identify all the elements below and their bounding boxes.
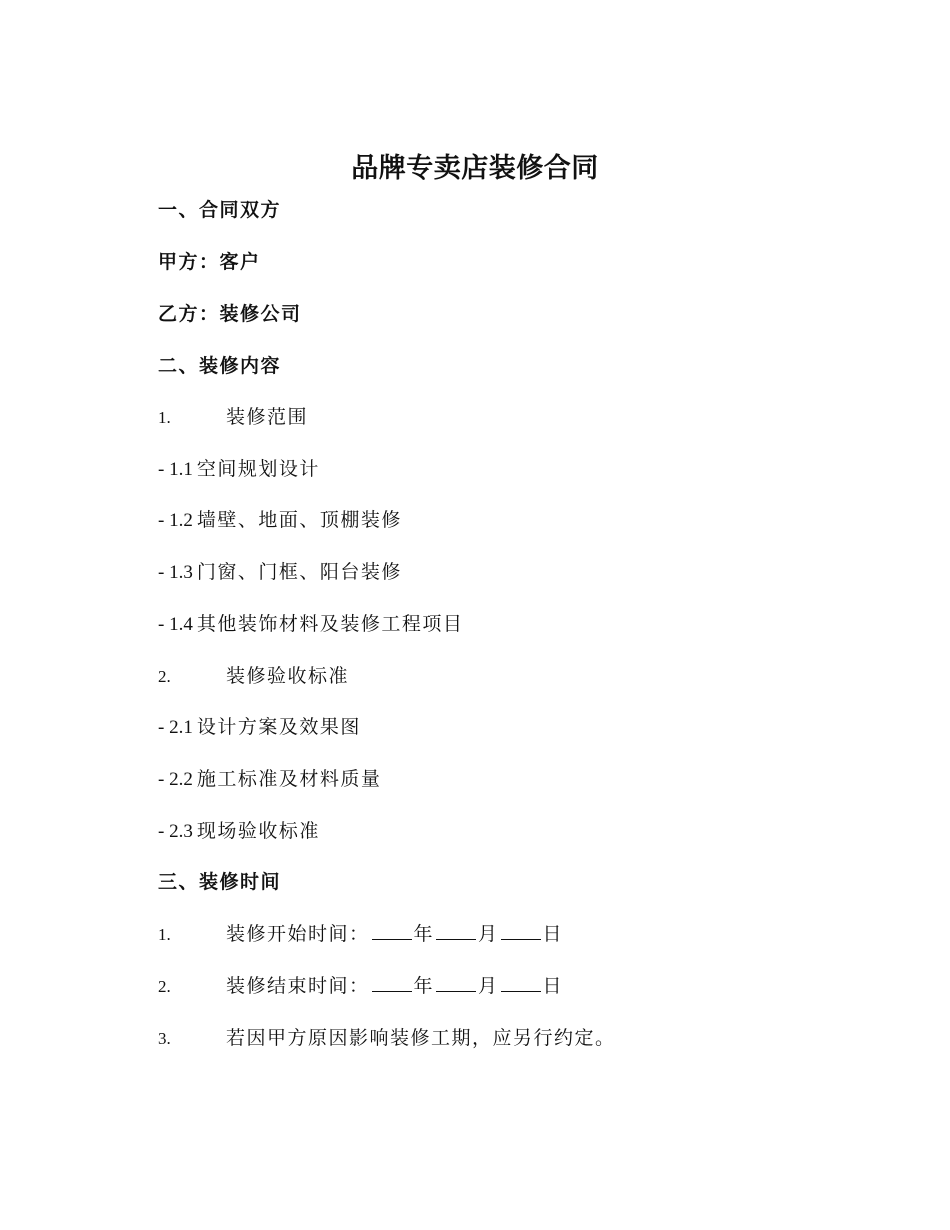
list-item-scope [158, 402, 308, 433]
month-label: 月 [478, 975, 499, 997]
list-number: 1. [158, 925, 171, 944]
sub-item-number: - 2.3 [158, 821, 193, 842]
day-label: 日 [542, 923, 564, 945]
sub-item-1-2 [158, 505, 402, 536]
sub-item-1-1 [158, 454, 320, 485]
party-b: 乙方：装修公司 [158, 303, 302, 325]
sub-item-number: - 2.2 [158, 769, 193, 790]
sub-item-number: - 1.1 [158, 459, 193, 480]
sub-item-1-3 [158, 557, 402, 588]
sub-item-text: 墙壁、地面、顶棚装修 [196, 509, 402, 531]
sub-item-text: 其他装饰材料及装修工程项目 [196, 613, 464, 635]
sub-item-text: 空间规划设计 [196, 458, 320, 480]
list-item-text: 装修结束时间： [226, 975, 370, 997]
list-item-text: 装修范围 [226, 406, 309, 428]
list-item-text: 若因甲方原因影响装修工期，应另行约定。 [226, 1027, 616, 1049]
sub-item-text: 门窗、门框、阳台装修 [196, 561, 402, 583]
sub-item-1-4 [158, 609, 463, 640]
month-label: 月 [478, 923, 499, 945]
sub-item-2-1 [158, 712, 361, 743]
day-blank [501, 921, 541, 940]
sub-item-number: - 1.4 [158, 614, 193, 635]
list-number: 2. [158, 977, 171, 996]
year-blank [372, 973, 412, 992]
list-number: 1. [158, 408, 171, 427]
sub-item-number: - 1.3 [158, 562, 193, 583]
sub-item-text: 设计方案及效果图 [196, 716, 361, 738]
sub-item-2-2 [158, 764, 381, 795]
sub-item-number: - 1.2 [158, 510, 193, 531]
list-item-text: 装修开始时间： [226, 923, 370, 945]
document-title: 品牌专卖店装修合同 [351, 153, 599, 184]
sub-item-text: 现场验收标准 [196, 820, 320, 842]
list-item-end-time [158, 971, 563, 1002]
list-item-start-time [158, 919, 563, 950]
month-blank [436, 921, 476, 940]
day-blank [501, 973, 541, 992]
year-blank [372, 921, 412, 940]
section-heading-time: 三、装修时间 [158, 871, 282, 893]
month-blank [436, 973, 476, 992]
list-item-delay-clause [158, 1023, 616, 1054]
section-heading-parties: 一、合同双方 [158, 199, 282, 221]
sub-item-text: 施工标准及材料质量 [196, 768, 382, 790]
party-a: 甲方：客户 [158, 251, 261, 273]
section-heading-content: 二、装修内容 [158, 355, 282, 377]
list-number: 2. [158, 667, 171, 686]
year-label: 年 [413, 923, 435, 945]
list-item-text: 装修验收标准 [226, 665, 350, 687]
list-item-acceptance [158, 661, 349, 692]
sub-item-number: - 2.1 [158, 717, 193, 738]
year-label: 年 [413, 975, 435, 997]
sub-item-2-3 [158, 816, 320, 847]
list-number: 3. [158, 1029, 171, 1048]
day-label: 日 [542, 975, 564, 997]
